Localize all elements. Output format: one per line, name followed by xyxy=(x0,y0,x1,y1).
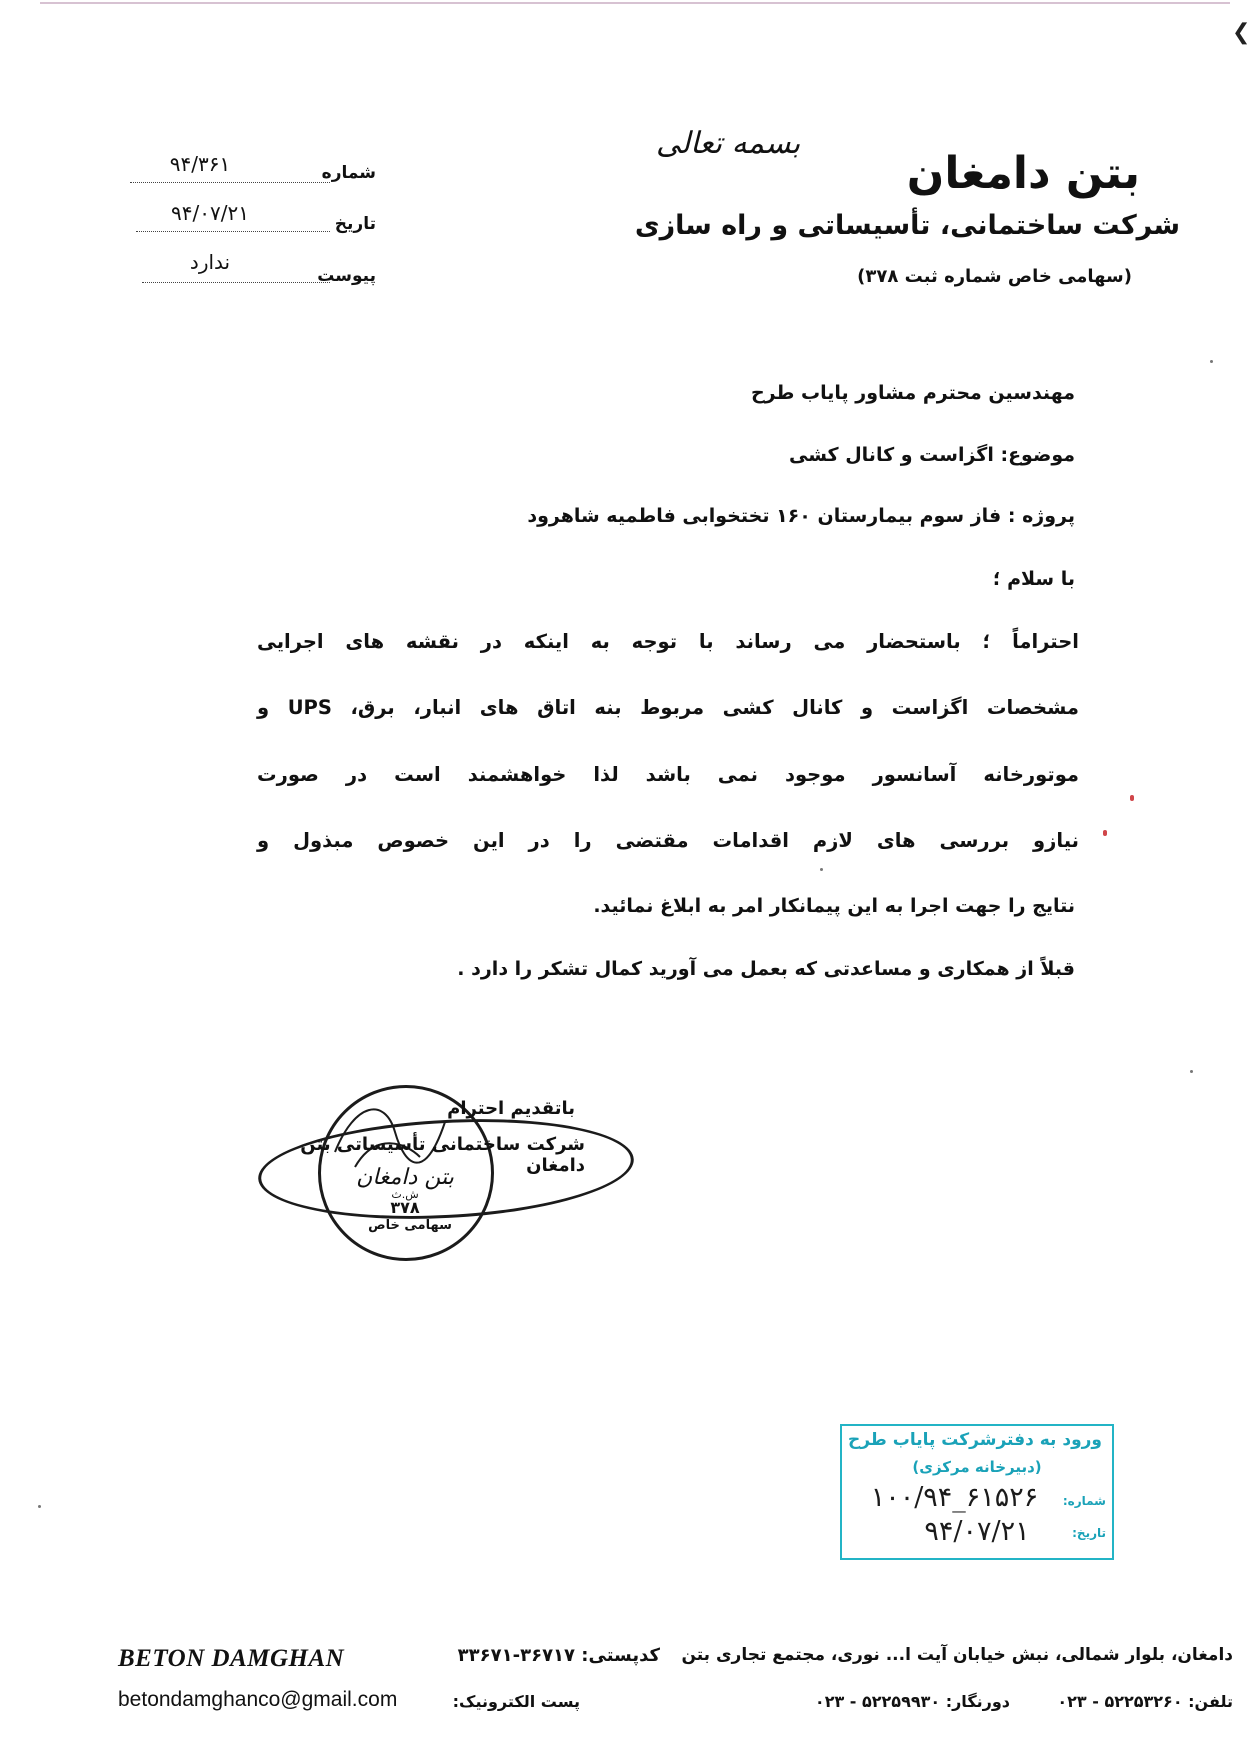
date-label: تاریخ xyxy=(334,214,376,234)
footer-postal-code: کدپستی: ۳۶۷۱۷-۳۳۶۷۱ xyxy=(457,1645,660,1666)
receipt-date-value: ۹۴/۰۷/۲۱ xyxy=(924,1516,1030,1547)
edge-mark: ❮ xyxy=(1232,20,1250,45)
greeting: با سلام ؛ xyxy=(992,568,1075,590)
receipt-subtitle: (دبیرخانه مرکزی) xyxy=(912,1458,1042,1476)
seal-type: سهامی خاص xyxy=(368,1218,452,1233)
footer-email-label: پست الکترونیک: xyxy=(452,1692,580,1711)
paragraph-line: موتورخانه آسانسور موجود نمی باشد لذا خواهشمند است در صورت xyxy=(257,763,1079,786)
scan-speck xyxy=(1190,1070,1193,1073)
receipt-stamp xyxy=(840,1424,1114,1560)
recipient: مهندسین محترم مشاور پایاب طرح xyxy=(750,382,1075,404)
closing: قبلاً از همکاری و مساعدتی که بعمل می آورید کمال تشکر را دارد . xyxy=(457,958,1075,980)
red-speck xyxy=(1130,795,1134,801)
signature-regards: باتقدیم احترام xyxy=(447,1098,575,1119)
receipt-title: ورود به دفترشرکت پایاب طرح xyxy=(847,1430,1102,1450)
subject: موضوع: اگزاست و کانال کشی xyxy=(788,444,1075,466)
scan-speck xyxy=(1210,360,1213,363)
footer-address: دامغان، بلوار شمالی، نبش خیابان آیت ا... نوری، مجتمع تجاری بتن xyxy=(681,1645,1233,1665)
scan-speck xyxy=(820,868,823,871)
project: پروژه : فاز سوم بیمارستان ۱۶۰ تختخوابی فاطمیه شاهرود xyxy=(527,505,1075,527)
footer-email[interactable]: betondamghanco@gmail.com xyxy=(118,1688,398,1711)
receipt-number-value: ۱۰۰/۹۴_۶۱۵۲۶ xyxy=(870,1482,1039,1513)
seal-name: بتن دامغان xyxy=(356,1165,454,1190)
footer-fax: دورنگار: ۵۲۲۵۹۹۳۰ - ۰۲۳ xyxy=(814,1692,1010,1711)
seal-registration: ۳۷۸ xyxy=(390,1198,420,1217)
signature-company: شرکت ساختمانی تأسیساتی بتن دامغان xyxy=(300,1134,585,1176)
paragraph-line: نیازو بررسی های لازم اقدامات مقتضی را در این خصوص مبذول و xyxy=(257,829,1079,852)
date-value: ۹۴/۰۷/۲۱ xyxy=(171,201,249,225)
red-speck xyxy=(1103,830,1107,836)
paragraph-line: مشخصات اگزاست و کانال کشی مربوط بنه اتاق های انبار، برق، UPS و xyxy=(257,696,1079,719)
receipt-date-label: تاریخ: xyxy=(1072,1526,1106,1540)
number-value: ۹۴/۳۶۱ xyxy=(169,152,231,176)
company-description: شرکت ساختمانی، تأسیساتی و راه سازی xyxy=(634,210,1180,241)
top-rule xyxy=(40,2,1230,4)
scan-speck xyxy=(38,1505,41,1508)
attachment-label: پیوست xyxy=(317,266,376,286)
attachment-value: ندارد xyxy=(189,250,231,274)
paragraph-line: احتراماً ؛ باستحضار می رساند با توجه به اینکه در نقشه های اجرایی xyxy=(257,630,1079,653)
company-name: بتن دامغان xyxy=(906,148,1140,199)
number-label: شماره xyxy=(321,163,376,183)
seal-abbrev: ش.ث xyxy=(391,1188,419,1201)
company-registration: (سهامی خاص شماره ثبت ۳۷۸) xyxy=(857,266,1132,287)
footer-phone: تلفن: ۵۲۲۵۳۲۶۰ - ۰۲۳ xyxy=(1057,1692,1233,1711)
paragraph-line: نتایج را جهت اجرا به این پیمانکار امر به ابلاغ نمائید. xyxy=(593,895,1075,917)
receipt-number-label: شماره: xyxy=(1062,1494,1106,1508)
footer-brand: BETON DAMGHAN xyxy=(118,1645,345,1672)
besmellah: بسمه تعالی xyxy=(656,126,801,161)
